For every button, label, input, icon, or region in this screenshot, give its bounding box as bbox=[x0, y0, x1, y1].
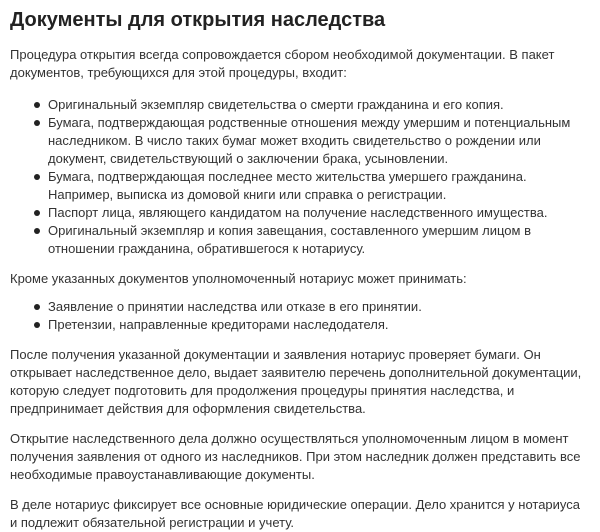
body-paragraph: Открытие наследственного дела должно осуществляться уполномоченным лицом в момент получения заявления от одного из наследников. При этом наследник должен представить все необходимые правоустанавливающие документы. bbox=[10, 431, 581, 482]
bullet-icon bbox=[34, 210, 40, 216]
bullet-icon bbox=[34, 228, 40, 234]
list-item-text: Паспорт лица, являющего кандидатом на получение наследственного имущества. bbox=[48, 205, 548, 220]
list-item bbox=[48, 114, 590, 168]
additional-docs-list bbox=[10, 298, 590, 334]
additional-intro-paragraph: Кроме указанных документов уполномоченный нотариус может принимать: bbox=[10, 271, 467, 286]
list-item-text: Бумага, подтверждающая родственные отношения между умершим и потенциальным наследником. В число таких бумаг может входить свидетельство о рождении или документ, свидетельствующий о заключении брака, усыновлении. bbox=[48, 115, 571, 166]
bullet-icon bbox=[34, 174, 40, 180]
list-item-text: Претензии, направленные кредиторами наследодателя. bbox=[48, 317, 389, 332]
bullet-icon bbox=[34, 304, 40, 310]
bullet-icon bbox=[34, 322, 40, 328]
required-docs-list bbox=[10, 96, 590, 258]
list-item bbox=[48, 222, 590, 258]
list-item bbox=[48, 316, 590, 334]
body-paragraph: После получения указанной документации и заявления нотариус проверяет бумаги. Он открывает наследственное дело, выдает заявителю перечень дополнительной документации, которую следует подготовить для продолжения процедуры принятия наследства, и предпринимает действия для оформления свидетельства. bbox=[10, 347, 582, 416]
list-item bbox=[48, 204, 590, 222]
page-title: Документы для открытия наследства bbox=[10, 9, 386, 31]
list-item bbox=[48, 298, 590, 316]
bullet-icon bbox=[34, 102, 40, 108]
list-item bbox=[48, 168, 590, 204]
list-item bbox=[48, 96, 590, 114]
list-item-text: Заявление о принятии наследства или отказе в его принятии. bbox=[48, 299, 422, 314]
intro-paragraph: Процедура открытия всегда сопровождается сбором необходимой документации. В пакет документов, требующихся для этой процедуры, входит: bbox=[10, 47, 555, 80]
bullet-icon bbox=[34, 120, 40, 126]
list-item-text: Оригинальный экземпляр и копия завещания, составленного умершим лицом в отношении гражданина, обратившегося к нотариусу. bbox=[48, 223, 531, 256]
list-item-text: Бумага, подтверждающая последнее место жительства умершего гражданина. Например, выписка из домовой книги или справка о регистрации. bbox=[48, 169, 527, 202]
list-item-text: Оригинальный экземпляр свидетельства о смерти гражданина и его копия. bbox=[48, 97, 504, 112]
body-paragraph: В деле нотариус фиксирует все основные юридические операции. Дело хранится у нотариуса и подлежит обязательной регистрации и учету. bbox=[10, 497, 581, 530]
